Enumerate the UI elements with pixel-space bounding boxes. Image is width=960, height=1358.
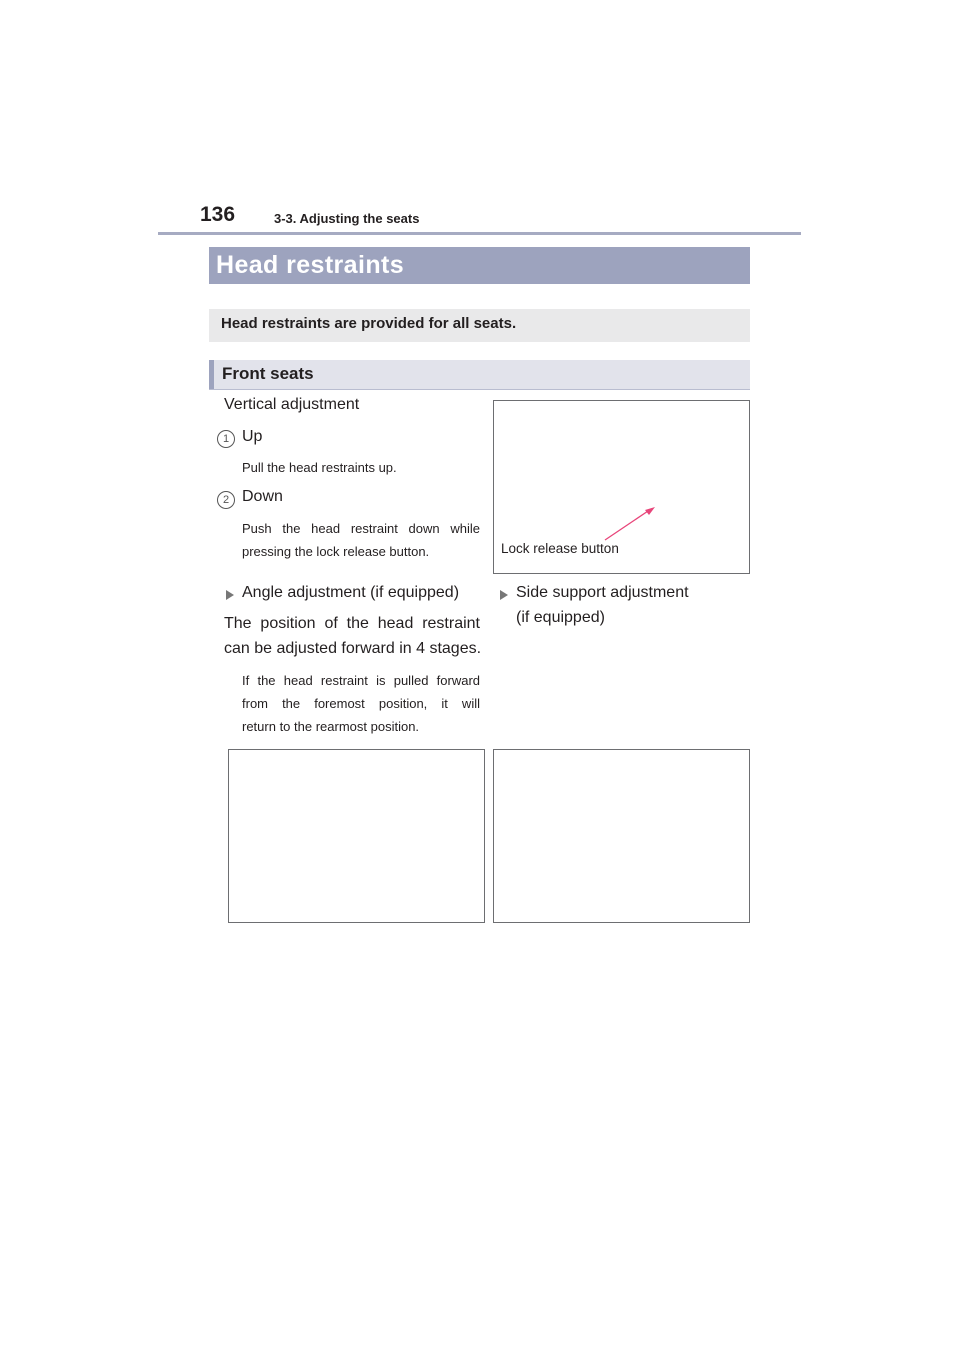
step-label-down: Down: [242, 488, 283, 505]
angle-body-line1: The position of the head restraint: [224, 615, 480, 632]
page-number: 136: [200, 203, 236, 226]
figure-angle-adjustment: [228, 749, 485, 923]
intro-text: Head restraints are provided for all seats.: [221, 315, 517, 332]
side-support-heading-line1: Side support adjustment: [516, 584, 689, 601]
page-title: Head restraints: [216, 251, 405, 279]
angle-note-line1: If the head restraint is pulled forward: [242, 673, 480, 688]
angle-note-line3: return to the rearmost position.: [242, 719, 420, 734]
step-label-up: Up: [242, 428, 263, 445]
side-support-heading-line2: (if equipped): [516, 609, 605, 626]
subsection-title: Front seats: [222, 364, 314, 383]
vertical-adjustment-heading: Vertical adjustment: [224, 396, 360, 413]
callout-lock-release-button: Lock release button: [501, 541, 619, 556]
step-desc-down-line2: pressing the lock release button.: [242, 544, 430, 559]
subsection-rule: [209, 389, 750, 390]
step-badge-down: 2: [217, 491, 235, 509]
figure-vertical-adjustment: [493, 400, 750, 574]
angle-note-line2: from the foremost position, it will: [242, 696, 480, 711]
step-desc-down-line1: Push the head restraint down while: [242, 521, 480, 536]
triangle-bullet-icon: [226, 590, 234, 600]
header-rule: [158, 232, 801, 235]
angle-body-line2: can be adjusted forward in 4 stages.: [224, 640, 482, 657]
step-badge-up: 1: [217, 430, 235, 448]
section-path: 3-3. Adjusting the seats: [274, 211, 420, 226]
triangle-bullet-icon: [500, 590, 508, 600]
step-desc-up: Pull the head restraints up.: [242, 460, 397, 475]
angle-adjustment-heading: Angle adjustment (if equipped): [242, 584, 460, 601]
figure-side-support-adjustment: [493, 749, 750, 923]
